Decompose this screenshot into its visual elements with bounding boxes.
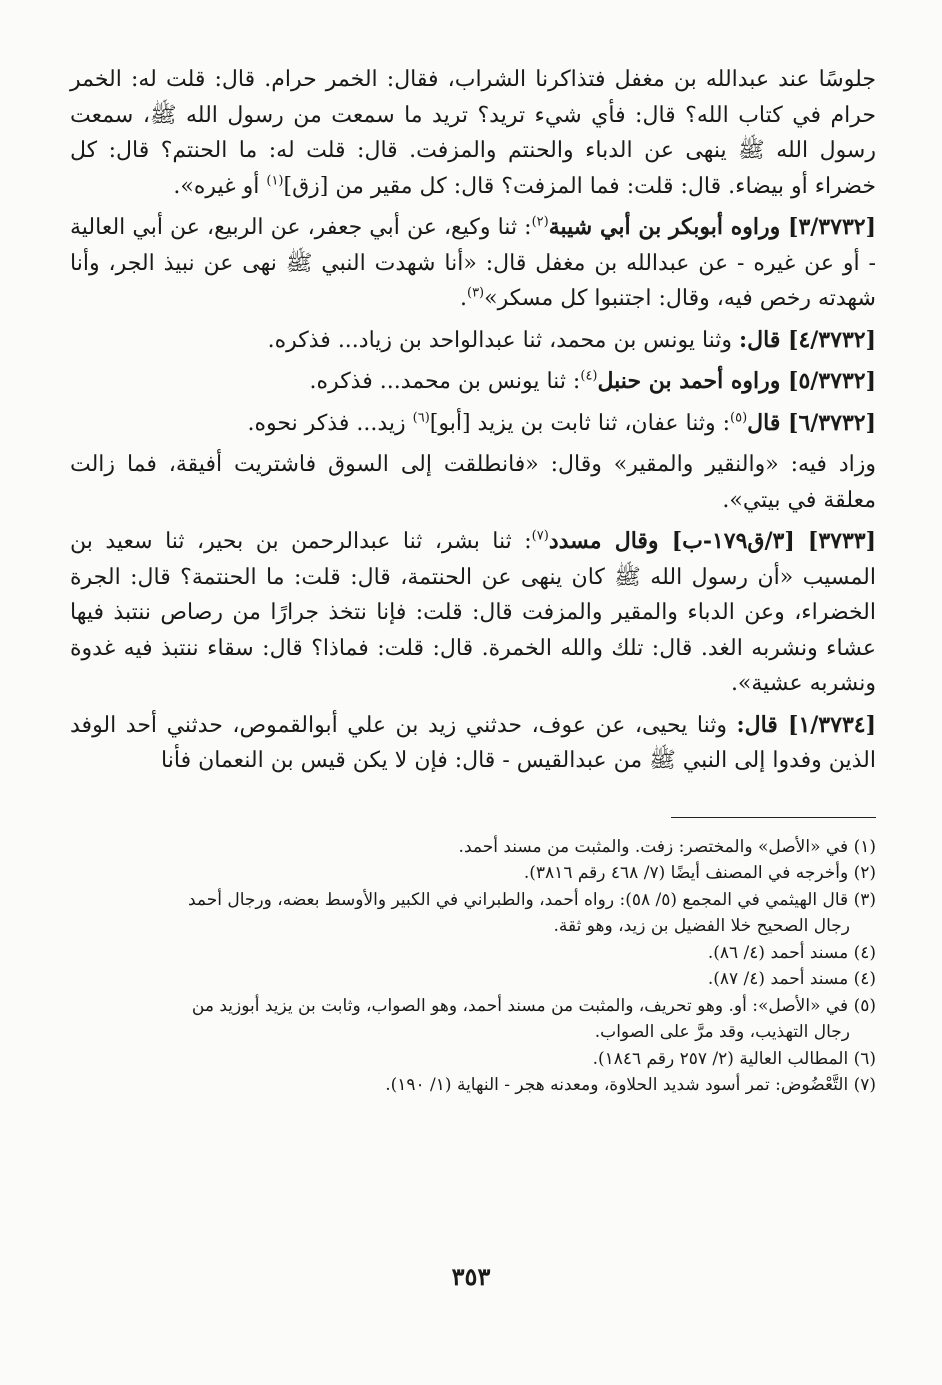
footnote: (٧) التَّعْضُوض: تمر أسود شديد الحلاوة، ومعدنه هجر - النهاية (١/ ١٩٠).: [385, 1075, 876, 1095]
footnote: (١) في «الأصل» والمختصر: زفت. والمثبت من مسند أحمد.: [458, 836, 876, 857]
footnotes: [70, 834, 876, 1099]
paragraph-addition: وزاد فيه: «والنقير والمقير» وقال: «فانطلقت إلى السوق فاشتريت أفيقة، فما زالت معلقة في بيتي».: [70, 452, 876, 513]
footnote-separator: [671, 817, 876, 818]
footnote: (٤) مسند أحمد (٤/ ٨٦).: [707, 942, 876, 963]
page-body: [70, 62, 876, 1099]
footnote-continuation: رجال الصحيح خلا الفضيل بن زيد، وهو ثقة.: [553, 916, 850, 936]
paragraph-1: جلوسًا عند عبدالله بن مغفل فتذاكرنا الشراب، فقال: الخمر حرام. قال: قلت له: الخمر حرام في كتاب الله؟ قال: فأي شيء تريد؟ تريد ما سمعت من رسول الله ﷺ، سمعت رسول الله ﷺ ينهى عن الدباء والحنتم والمزفت. قال: قلت له: ما الحنتم؟ قال: كل خضراء أو بيضاء. قال: قلت: فما المزفت؟ قال: كل مقير من [زق]$^{(١)}$ أو غيره».: [70, 67, 876, 199]
paragraph-3732-6: [٦/٣٧٣٢] قال$^{(٥)}$: وثنا عفان، ثنا ثابت بن يزيد [أبو]$^{(٦)}$ زيد... فذكر نحوه.: [247, 409, 876, 436]
paragraph-3732-4: [٤/٣٧٣٢] قال: وثنا يونس بن محمد، ثنا عبدالواحد بن زياد... فذكره.: [267, 326, 876, 353]
footnote-continuation: رجال التهذيب، وقد مرَّ على الصواب.: [594, 1022, 850, 1042]
footnote: (٤) مسند أحمد (٤/ ٨٧).: [707, 969, 876, 989]
paragraph-3734-1: [١/٣٧٣٤] قال: وثنا يحيى، عن عوف، حدثني زيد بن علي أبوالقموص، حدثني أحد الوفد الذين وفدوا إلى النبي ﷺ من عبدالقيس - قال: فإن لا يكن قيس بن النعمان فأنا: [70, 711, 876, 773]
footnote: (٢) وأخرجه في المصنف أيضًا (٧/ ٤٦٨ رقم ٣٨١٦).: [523, 863, 876, 883]
paragraph-3732-3: [٣/٣٧٣٢] وراوه أبوبكر بن أبي شيبة$^{(٢)}$: ثنا وكيع، عن أبي جعفر، عن الربيع، عن أبي العالية - أو عن غيره - عن عبدالله بن مغفل قال: «أنا شهدت النبي ﷺ نهى عن نبيذ الجر، وأنا شهدته رخص فيه، وقال: اجتنبوا كل مسكر»$^{(٣)}$.: [70, 214, 876, 311]
page-number: ٣٥٣: [451, 1262, 491, 1291]
paragraph-3732-5: [٥/٣٧٣٢] وراوه أحمد بن حنبل$^{(٤)}$: ثنا يونس بن محمد... فذكره.: [309, 368, 876, 394]
main-text: [70, 62, 876, 779]
footnote: (٣) قال الهيثمي في المجمع (٥/ ٥٨): رواه أحمد، والطبراني في الكبير والأوسط بعضه، ورجال أحمد: [187, 889, 876, 910]
paragraph-3733: [٣٧٣٣] [٣/ق١٧٩-ب] وقال مسدد$^{(٧)}$: ثنا بشر، ثنا عبدالرحمن بن بحير، ثنا سعيد بن المسيب «أن رسول الله ﷺ كان ينهى عن الحنتمة، قال: قلت: ما الحنتمة؟ قال: الجرة الخضراء، وعن الدباء والمقير والمزفت قال: قلت: فإنا نتخذ جرارًا من رصاص ننتبذ فيها عشاء ونشربه الغد. قال: تلك والله الخمرة. قال: قلت: فماذا؟ قال: سقاء ننتبذ فيه غدوة ونشربه عشية».: [70, 528, 876, 696]
footnote: (٥) في «الأصل»: أو. وهو تحريف، والمثبت من مسند أحمد، وهو الصواب، وثابت بن يزيد أبوزيد من: [191, 995, 876, 1016]
footnote: (٦) المطالب العالية (٢/ ٢٥٧ رقم ١٨٤٦).: [592, 1048, 876, 1069]
